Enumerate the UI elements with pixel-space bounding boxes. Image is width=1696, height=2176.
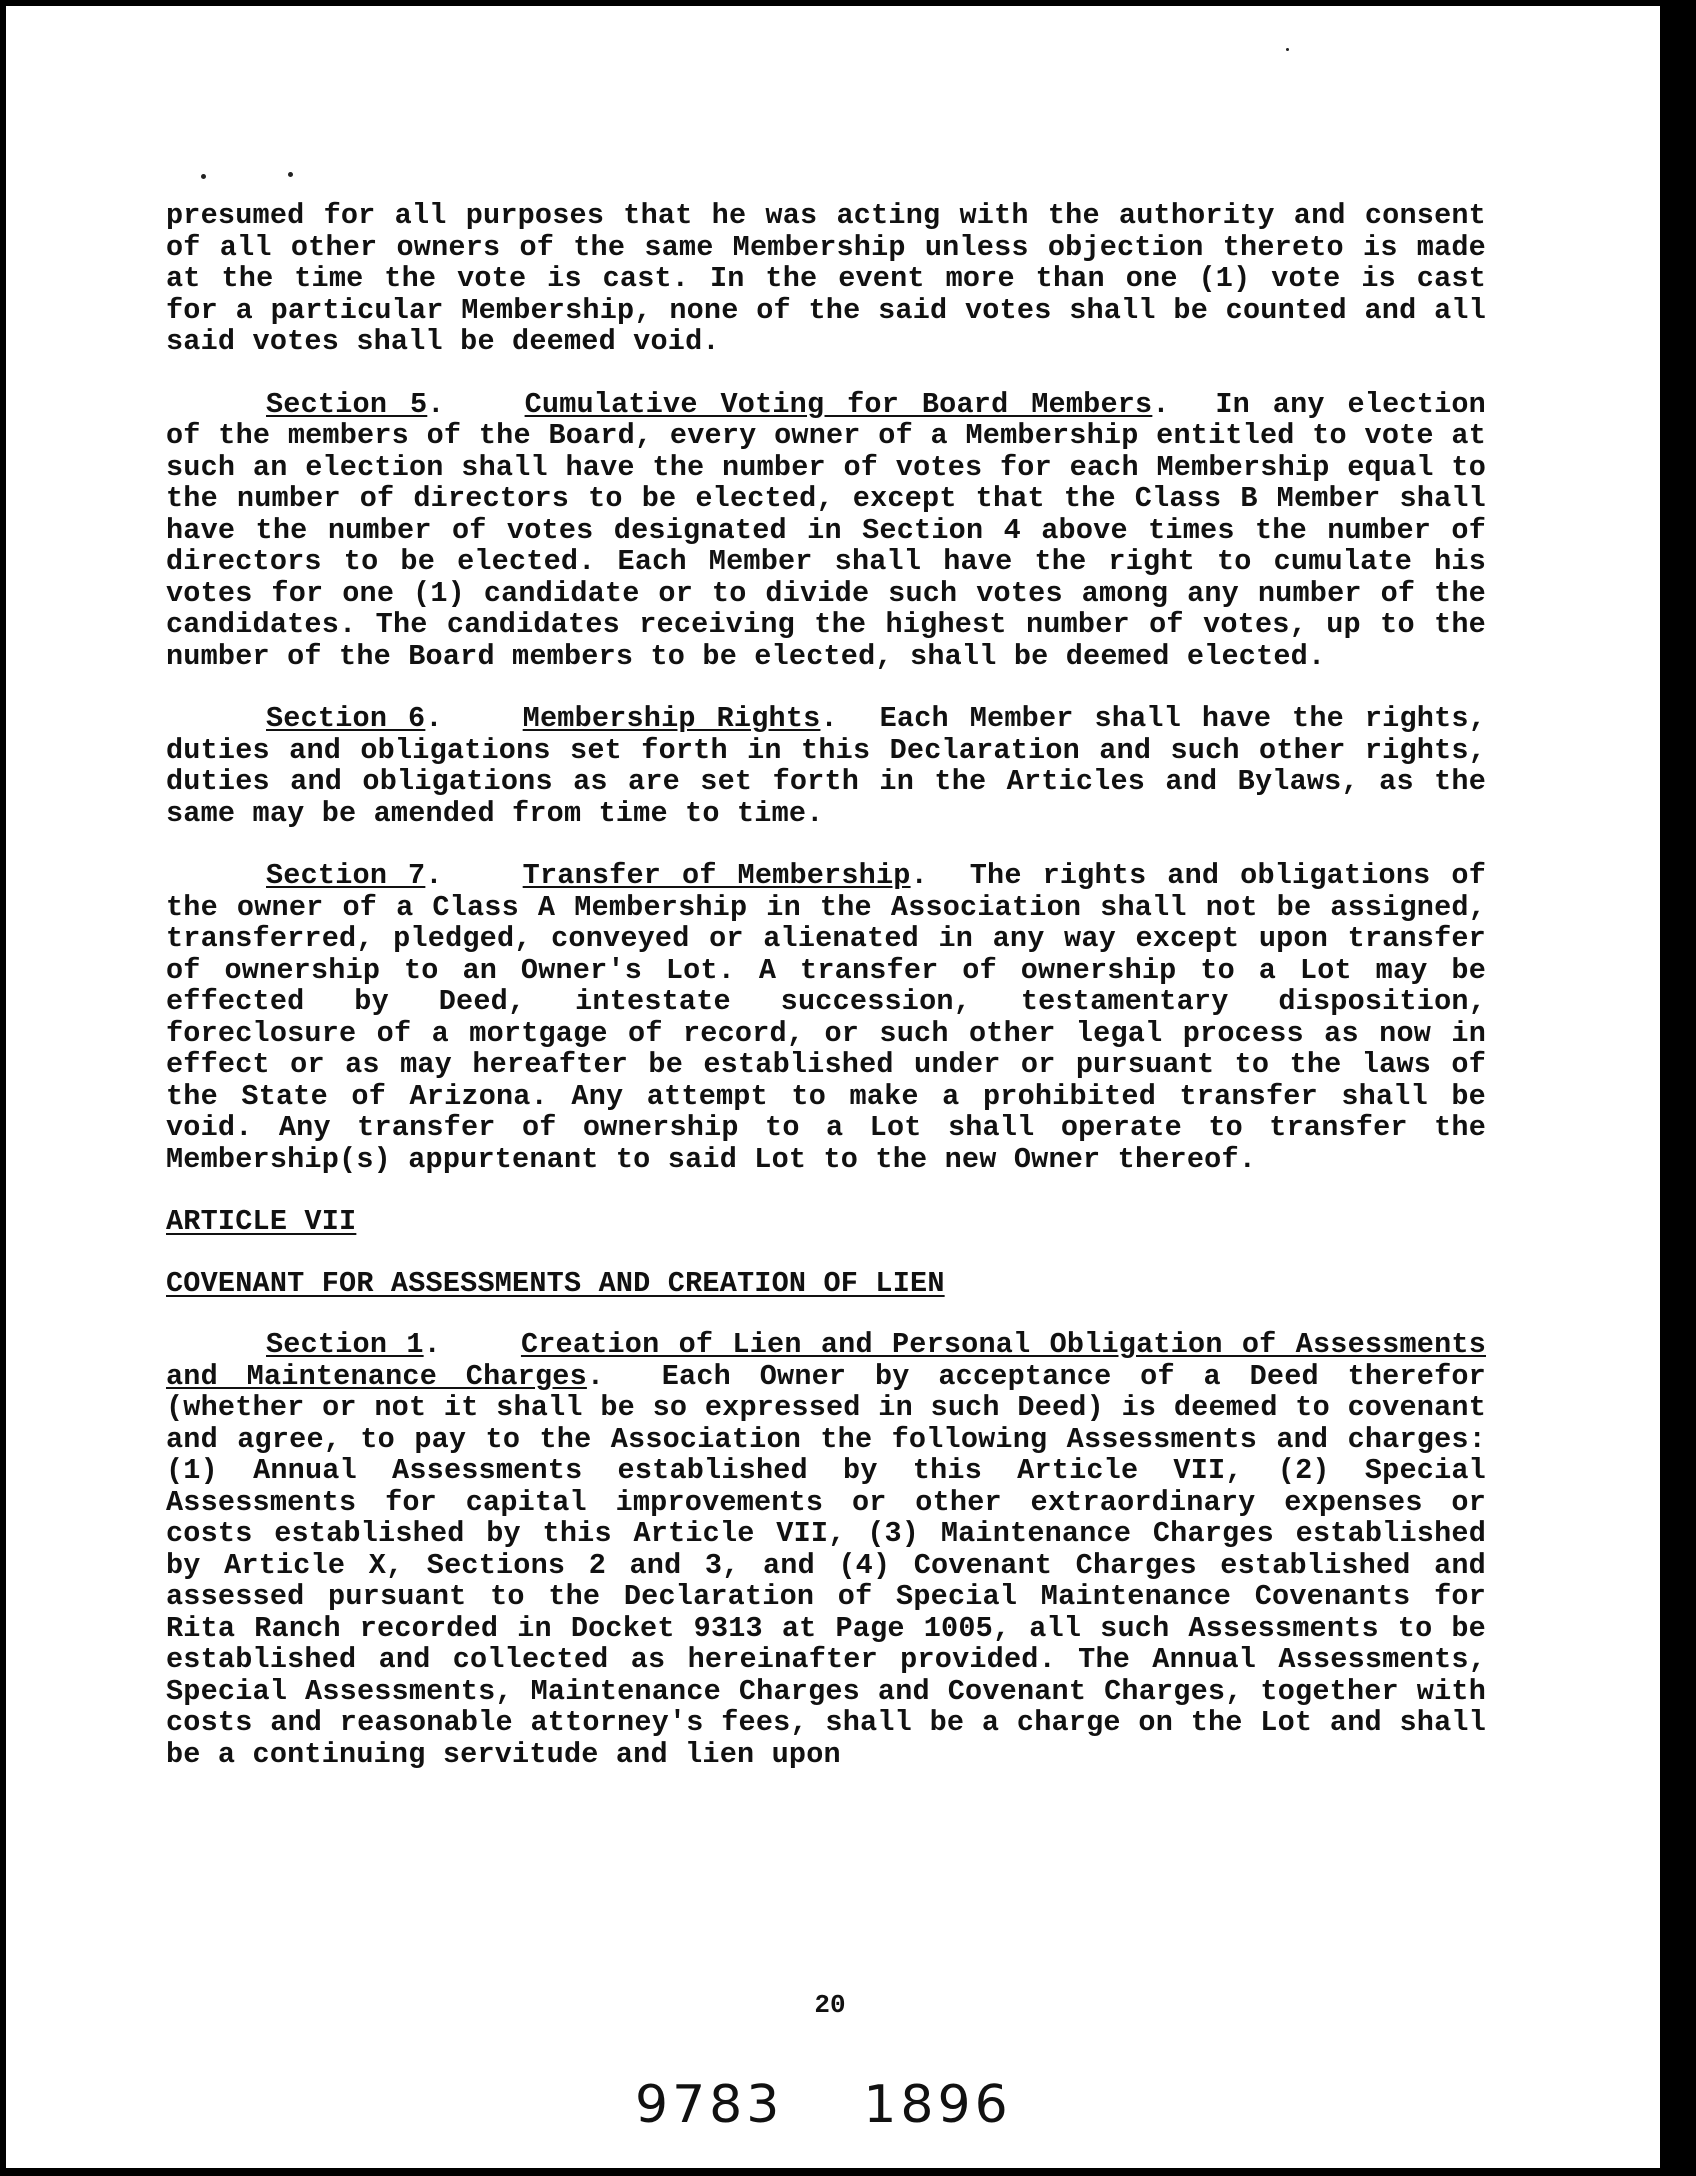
article-number: ARTICLE VII bbox=[166, 1205, 357, 1238]
section-5-title: Cumulative Voting for Board Members bbox=[524, 387, 1153, 421]
section-6-paragraph: Section 6. Membership Rights. Each Member shall have the rights, duties and obligations set forth in this Declaration and such other rights, duties and obligations as are set forth in the Articles and Bylaws, as the same may be amended from time to time. bbox=[166, 702, 1487, 830]
section-6-body: Each Member shall have the rights, duties and obligations set forth in this Declaration and such other rights, duties and obligations as are set forth in the Articles and Bylaws, as the same may be amended from time to time. bbox=[166, 702, 1487, 830]
docket-page-number: 1896 bbox=[863, 2075, 1012, 2135]
section-7-paragraph: Section 7. Transfer of Membership. The rights and obligations of the owner of a Class A Membership in the Association shall not be assigned, transferred, pledged, conveyed or alienated in any way except upon transfer of ownership to an Owner's Lot. A transfer of ownership to a Lot may be effected by Deed, intestate succession, testamentary disposition, foreclosure of a mortgage of record, or such other legal process as now in effect or as may hereafter be established under or pursuant to the laws of the State of Arizona. Any attempt to make a prohibited transfer shall be void. Any transfer of ownership to a Lot shall operate to transfer the Membership(s) appurtenant to said Lot to the new Owner thereof. bbox=[166, 859, 1486, 1176]
article-title: COVENANT FOR ASSESSMENTS AND CREATION OF LIEN bbox=[166, 1266, 945, 1300]
docket-number: 9783 bbox=[635, 2075, 784, 2135]
section-7-body: The rights and obligations of the owner of a Class A Membership in the Association shall not be assigned, transferred, pledged, conveyed or alienated in any way except upon transfer of ownership to an Owner's Lot. A transfer of ownership to a Lot may be effected by Deed, intestate succession, testamentary disposition, foreclosure of a mortgage of record, or such other legal process as now in effect or as may hereafter be established under or pursuant to the laws of the State of Arizona. Any attempt to make a prohibited transfer shall be void. Any transfer of ownership to a Lot shall operate to transfer the Membership(s) appurtenant to said Lot to the new Owner thereof. bbox=[166, 859, 1486, 1176]
section-5-paragraph: Section 5. Cumulative Voting for Board Members. In any election of the members of the Board, every owner of a Membership entitled to vote at such an election shall have the number of votes for each Membership equal to the number of directors to be elected, except that the Class B Member shall have the number of votes designated in Section 4 above times the number of directors to be elected. Each Member shall have the right to cumulate his votes for one (1) candidate or to divide such votes among any number of the candidates. The candidates receiving the highest number of votes, up to the number of the Board members to be elected, shall be deemed elected. bbox=[166, 387, 1486, 673]
article-section-1-body: Each Owner by acceptance of a Deed therefor (whether or not it shall be so expressed in such Deed) is deemed to covenant and agree, to pay to the Association the following Assessments and charges: (1) Annual Assessments established by this Article VII, (2) Special Assessments for capital improvements or other extraordinary expenses or costs established by this Article VII, (3) Maintenance Charges established by Article X, Sections 2 and 3, and (4) Covenant Charges established and assessed pursuant to the Declaration of Special Maintenance Covenants for Rita Ranch recorded in Docket 9313 at Page 1005, all such Assessments to be established and collected as hereinafter provided. The Annual Assessments, Special Assessments, Maintenance Charges and Covenant Charges, together with costs and reasonable attorney's fees, shall be a charge on the Lot and shall be a continuing servitude and lien upon bbox=[166, 1359, 1486, 1771]
section-7-label: Section 7 bbox=[266, 859, 426, 892]
section-7-title: Transfer of Membership bbox=[522, 859, 911, 892]
section-5-label: Section 5 bbox=[266, 387, 428, 421]
intro-paragraph: presumed for all purposes that he was acting with the authority and consent of all other owners of the same Membership unless objection thereto is made at the time the vote is cast. In the event more than one (1) vote is cast for a particular Membership, none of the said votes shall be counted and all said votes shall be deemed void. bbox=[166, 199, 1486, 358]
section-6-label: Section 6 bbox=[266, 702, 426, 735]
scan-mark bbox=[1286, 48, 1289, 51]
article-section-1-title: Creation of Lien and Personal Obligation of Assessments and Maintenance Charges bbox=[166, 1328, 1486, 1393]
section-6-title: Membership Rights bbox=[522, 702, 821, 735]
document-body bbox=[166, 200, 1486, 1801]
article-section-1-label: Section 1 bbox=[266, 1328, 424, 1361]
section-5-body: In any election of the members of the Board, every owner of a Membership entitled to vote at such an election shall have the number of votes for each Membership equal to the number of directors to be elected, except that the Class B Member shall have the number of votes designated in Section 4 above times the number of directors to be elected. Each Member shall have the right to cumulate his votes for one (1) candidate or to divide such votes among any number of the candidates. The candidates receiving the highest number of votes, up to the number of the Board members to be elected, shall be deemed elected. bbox=[166, 387, 1486, 673]
scan-mark bbox=[288, 172, 293, 177]
page-number: 20 bbox=[814, 1990, 846, 2020]
article-section-1-paragraph: Section 1. Creation of Lien and Personal Obligation of Assessments and Maintenance Charges. Each Owner by acceptance of a Deed therefor (whether or not it shall be so expressed in such Deed) is deemed to covenant and agree, to pay to the Association the following Assessments and charges: (1) Annual Assessments established by this Article VII, (2) Special Assessments for capital improvements or other extraordinary expenses or costs established by this Article VII, (3) Maintenance Charges established by Article X, Sections 2 and 3, and (4) Covenant Charges established and assessed pursuant to the Declaration of Special Maintenance Covenants for Rita Ranch recorded in Docket 9313 at Page 1005, all such Assessments to be established and collected as hereinafter provided. The Annual Assessments, Special Assessments, Maintenance Charges and Covenant Charges, together with costs and reasonable attorney's fees, shall be a charge on the Lot and shall be a continuing servitude and lien upon bbox=[166, 1328, 1486, 1771]
scan-mark bbox=[201, 174, 206, 179]
docket-stamp bbox=[635, 2075, 1012, 2135]
